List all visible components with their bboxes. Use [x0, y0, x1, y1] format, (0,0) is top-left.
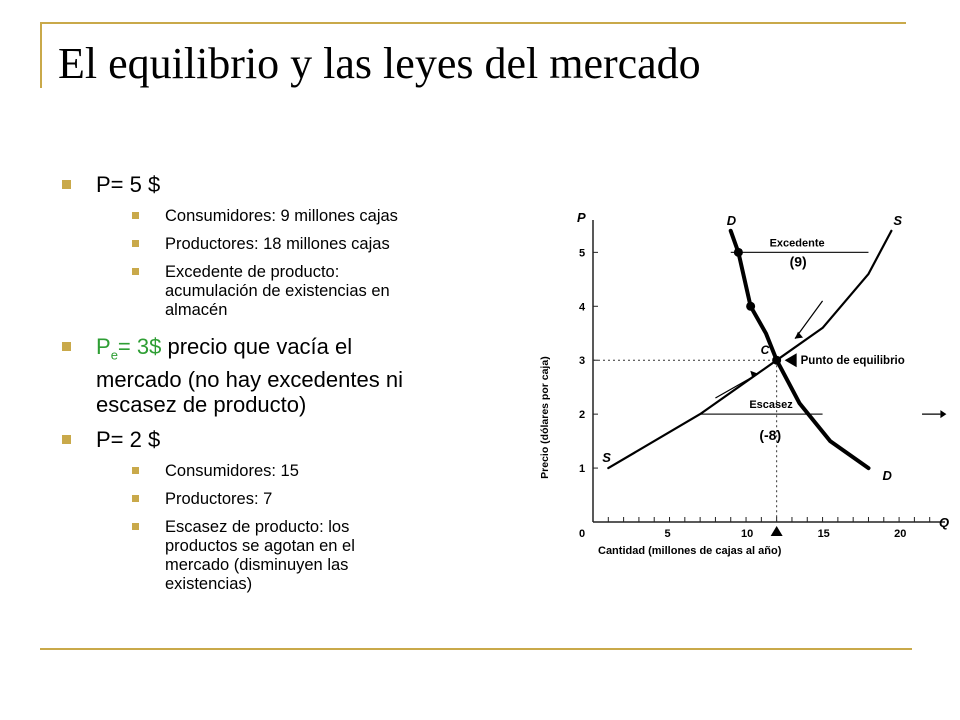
x-tick-label: 0 [579, 528, 586, 540]
bullet-marker [62, 180, 71, 189]
supply-demand-chart [528, 200, 948, 580]
sub-bullet: Excedente de producto: acumulación de existencias en almacén [62, 263, 415, 320]
curve-label-top: D [726, 212, 737, 228]
x-tick-label: 20 [894, 528, 907, 540]
left-rule [40, 22, 42, 88]
equilibrium-label: Punto de equilibrio [800, 355, 905, 368]
bullet-list [62, 172, 462, 603]
bullet-marker [62, 435, 71, 444]
x-axis-letter: Q [939, 515, 950, 530]
y-tick-label: 3 [579, 355, 586, 368]
y-tick-label: 2 [579, 409, 586, 422]
price-rise-arrow [715, 374, 758, 398]
sub-bullet: Escasez de producto: los productos se agotan en el mercado (disminuyen las existencias) [62, 518, 405, 594]
y-axis-title: Precio (dólares por caja) [539, 356, 551, 479]
top-rule [40, 22, 906, 24]
bullet-marker [132, 523, 139, 530]
y-tick-label: 5 [579, 247, 586, 260]
x-axis-title: Cantidad (millones de cajas al año) [598, 545, 782, 557]
curve-label-bottom: D [882, 468, 892, 484]
x-tick-label: 5 [664, 528, 671, 540]
gap-label-0: Excedente [769, 237, 825, 250]
curve-label-top: S [602, 450, 611, 466]
demand-point [746, 302, 755, 311]
sub-bullet: Productores: 18 millones cajas [62, 235, 405, 254]
equilibrium-pointer [785, 353, 797, 367]
bullet-marker [132, 240, 139, 247]
gap-value-1: (-8) [759, 427, 782, 444]
bullet-price-2: P= 2 $ [62, 427, 462, 452]
sub-bullet: Productores: 7 [62, 490, 405, 509]
bullet-marker [132, 495, 139, 502]
sub-bullet: Consumidores: 9 millones cajas [62, 207, 405, 226]
gap-value-0: (9) [789, 253, 807, 270]
bullet-price-5: P= 5 $ [62, 172, 462, 197]
equilibrium-quantity-marker [771, 526, 783, 536]
stray-arrowhead [940, 410, 946, 418]
sub-bullet: Consumidores: 15 [62, 462, 405, 481]
bottom-rule [40, 648, 912, 650]
gap-label-1: Escasez [749, 399, 793, 412]
bullet-marker [132, 212, 139, 219]
bullet-marker [132, 268, 139, 275]
y-tick-label: 4 [579, 301, 586, 314]
curve-label-bottom: S [893, 212, 903, 228]
bullet-marker [62, 342, 71, 351]
bullet-marker [132, 467, 139, 474]
y-tick-label: 1 [579, 463, 586, 476]
bullet-equilibrium-price: $P_e=$ 3$ precio que vacía el mercado (no hay excedentes ni escasez de producto) [62, 334, 426, 417]
equilibrium-point [772, 356, 781, 365]
y-axis-letter: P [577, 210, 586, 225]
demand-point [734, 248, 743, 257]
slide-title: El equilibrio y las leyes del mercado [58, 39, 701, 88]
equilibrium-point-label: C [760, 343, 770, 358]
x-tick-label: 10 [741, 528, 754, 540]
supply-curve [608, 231, 891, 468]
x-tick-label: 15 [817, 528, 830, 540]
price-fall-arrow [795, 301, 823, 339]
